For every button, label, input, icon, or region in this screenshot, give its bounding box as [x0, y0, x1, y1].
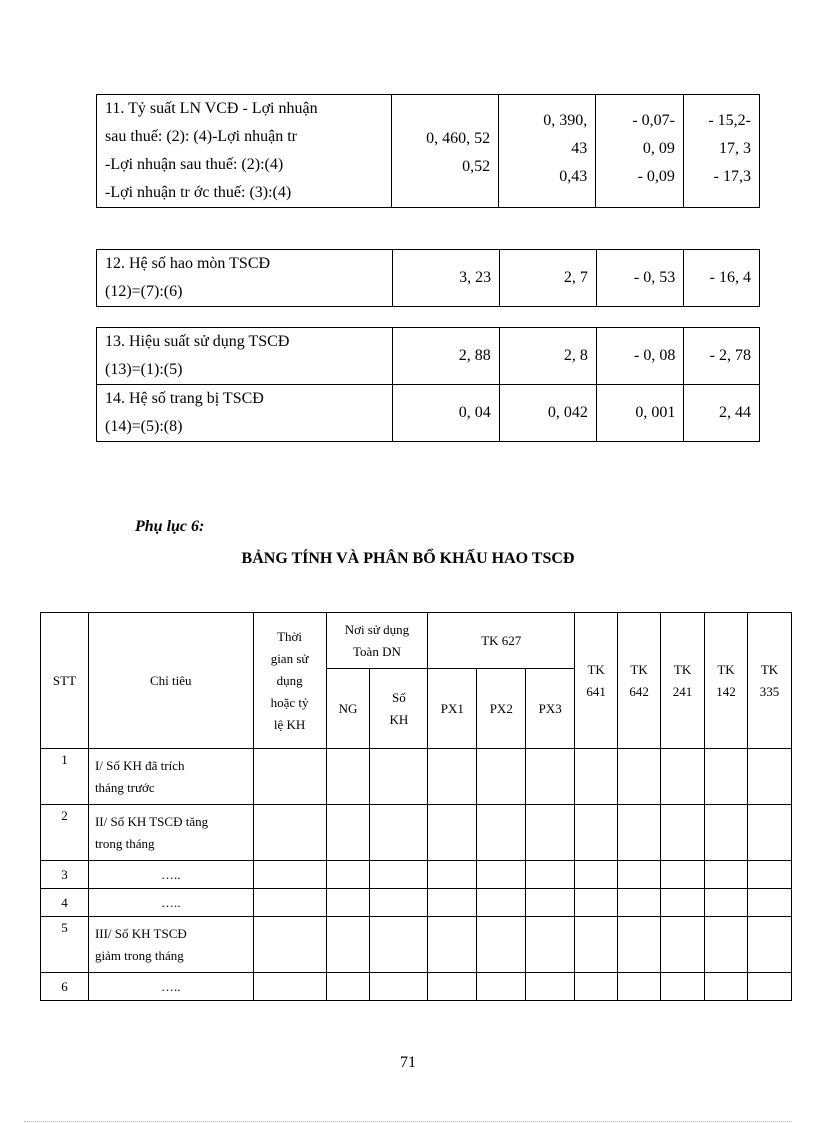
row-label-line: III/ Số KH TSCĐ	[94, 925, 187, 941]
header-line: dụng	[276, 672, 303, 688]
cell	[661, 917, 705, 973]
cell	[526, 917, 575, 973]
cell-line: - 0,09	[637, 168, 675, 185]
cell	[705, 861, 748, 889]
cell	[747, 805, 791, 861]
cell	[705, 889, 748, 917]
table-row	[41, 805, 792, 861]
cell	[618, 973, 661, 1001]
header-stt: STT	[41, 613, 89, 749]
footer-divider	[24, 1121, 792, 1122]
header-line: TK	[630, 661, 648, 677]
cell-line: - 17,3	[713, 168, 751, 185]
header-line: 142	[716, 683, 736, 699]
header-chi-tieu: Chỉ tiêu	[88, 613, 253, 749]
row-label: …..	[88, 889, 253, 917]
header-line: lệ KH	[273, 716, 306, 732]
header-px3: PX3	[526, 669, 575, 749]
ratio-table-rows-13-14	[96, 327, 760, 442]
cell	[326, 861, 370, 889]
header-px2: PX2	[477, 669, 526, 749]
label-line: -Lợi nhuận tr ớc thuế: (3):(4)	[105, 184, 292, 201]
cell-line: 43	[571, 140, 588, 157]
cell	[326, 805, 370, 861]
cell	[428, 861, 477, 889]
row-12-col2: 2, 7	[500, 250, 597, 307]
cell	[253, 861, 326, 889]
cell	[747, 861, 791, 889]
row-label-line: II/ Số KH TSCĐ tăng	[94, 813, 209, 829]
header-tk142	[705, 613, 748, 749]
row-label	[88, 749, 253, 805]
cell	[747, 889, 791, 917]
cell	[661, 861, 705, 889]
header-line: KH	[389, 711, 409, 727]
label-line: (13)=(1):(5)	[105, 361, 183, 378]
cell	[747, 749, 791, 805]
depreciation-table	[40, 612, 792, 1001]
table-row	[41, 917, 792, 973]
row-12-col1: 3, 23	[393, 250, 500, 307]
cell	[575, 749, 618, 805]
row-14-col4: 2, 44	[684, 385, 760, 442]
cell	[253, 917, 326, 973]
table-row	[41, 889, 792, 917]
row-14-label	[97, 385, 393, 442]
row-stt: 2	[41, 805, 89, 861]
header-tk641	[575, 613, 618, 749]
header-line: 335	[759, 683, 780, 699]
row-14-col2: 0, 042	[499, 385, 596, 442]
label-line: (14)=(5):(8)	[105, 418, 183, 435]
cell	[428, 917, 477, 973]
header-tk627: TK 627	[428, 613, 575, 669]
header-line: gian sử	[270, 650, 309, 666]
cell-line: 17, 3	[719, 140, 751, 157]
cell	[477, 973, 526, 1001]
label-line: 13. Hiệu suất sử dụng TSCĐ	[105, 333, 290, 350]
row-12-label	[97, 250, 393, 307]
row-stt: 6	[41, 973, 89, 1001]
appendix-caption: Phụ lục 6:	[135, 518, 205, 535]
cell-line: - 15,2-	[708, 112, 751, 129]
label-line: 12. Hệ số hao mòn TSCĐ	[105, 255, 271, 272]
row-12-col4: - 16, 4	[684, 250, 760, 307]
header-px1: PX1	[428, 669, 477, 749]
table-row	[41, 749, 792, 805]
cell	[370, 889, 428, 917]
cell-line: 0, 460, 52	[426, 130, 491, 147]
table-row	[41, 973, 792, 1001]
header-thoi-gian	[253, 613, 326, 749]
row-11-label	[97, 95, 392, 208]
cell	[253, 973, 326, 1001]
cell	[253, 805, 326, 861]
header-tk642	[618, 613, 661, 749]
header-line: 642	[629, 683, 649, 699]
cell	[477, 861, 526, 889]
cell-line: 0, 09	[642, 140, 675, 157]
cell	[326, 889, 370, 917]
cell	[705, 805, 748, 861]
row-label	[88, 917, 253, 973]
row-label: …..	[88, 973, 253, 1001]
header-line: TK	[760, 661, 779, 677]
cell	[575, 917, 618, 973]
row-stt: 1	[41, 749, 89, 805]
row-label-line: trong tháng	[94, 835, 155, 851]
cell	[661, 805, 705, 861]
cell	[477, 889, 526, 917]
cell	[747, 917, 791, 973]
row-11-col1	[392, 95, 499, 208]
cell	[253, 889, 326, 917]
cell	[428, 973, 477, 1001]
row-label-line: I/ Số KH đã trích	[94, 757, 185, 773]
cell	[526, 889, 575, 917]
cell	[526, 749, 575, 805]
cell	[428, 889, 477, 917]
row-stt: 4	[41, 889, 89, 917]
header-line: TK	[587, 661, 605, 677]
cell-line: 0, 390,	[543, 112, 588, 129]
cell	[661, 889, 705, 917]
cell	[477, 805, 526, 861]
cell	[370, 861, 428, 889]
cell	[661, 749, 705, 805]
cell	[575, 973, 618, 1001]
cell	[370, 805, 428, 861]
row-stt: 5	[41, 917, 89, 973]
row-stt: 3	[41, 861, 89, 889]
cell	[253, 749, 326, 805]
cell	[428, 805, 477, 861]
row-label-line: tháng trước	[94, 779, 155, 795]
cell	[477, 917, 526, 973]
header-line: Số	[392, 689, 406, 705]
header-noi-su-dung	[326, 613, 428, 669]
header-tk335	[747, 613, 791, 749]
cell	[526, 973, 575, 1001]
row-13-col1: 2, 88	[393, 328, 500, 385]
header-so-kh	[370, 669, 428, 749]
label-line: 11. Tỷ suất LN VCĐ - Lợi nhuận	[105, 100, 318, 117]
row-11-col4	[683, 95, 759, 208]
header-line: TK	[717, 661, 735, 677]
cell	[326, 749, 370, 805]
row-14-col1: 0, 04	[393, 385, 500, 442]
row-13-col4: - 2, 78	[684, 328, 760, 385]
cell	[477, 749, 526, 805]
appendix-title: BẢNG TÍNH VÀ PHÂN BỔ KHẤU HAO TSCĐ	[241, 550, 575, 567]
cell	[575, 861, 618, 889]
row-13-col2: 2, 8	[499, 328, 596, 385]
header-line: hoặc tỷ	[270, 694, 309, 710]
page-number: 71	[400, 1054, 416, 1071]
cell	[575, 805, 618, 861]
cell-line: 0,43	[559, 168, 588, 185]
cell-line: - 0,07-	[632, 112, 675, 129]
ratio-table-row-11	[96, 94, 760, 208]
cell	[661, 973, 705, 1001]
row-14-col3: 0, 001	[596, 385, 683, 442]
label-line: -Lợi nhuận sau thuế: (2):(4)	[105, 156, 284, 173]
header-line: Thời	[277, 628, 303, 644]
header-line: TK	[673, 661, 692, 677]
row-label	[88, 805, 253, 861]
cell	[618, 889, 661, 917]
cell	[618, 749, 661, 805]
header-line: 641	[586, 683, 606, 699]
cell	[747, 973, 791, 1001]
row-13-label	[97, 328, 393, 385]
header-ng: NG	[326, 669, 370, 749]
row-13-col3: - 0, 08	[596, 328, 683, 385]
cell	[618, 917, 661, 973]
cell	[370, 749, 428, 805]
header-tk241	[661, 613, 705, 749]
cell	[705, 749, 748, 805]
row-12-col3: - 0, 53	[596, 250, 683, 307]
cell	[526, 805, 575, 861]
cell-line: 0,52	[462, 158, 491, 175]
cell	[705, 917, 748, 973]
header-line: 241	[672, 683, 693, 699]
label-line: (12)=(7):(6)	[105, 283, 183, 300]
cell	[370, 917, 428, 973]
cell	[428, 749, 477, 805]
cell	[370, 973, 428, 1001]
cell	[705, 973, 748, 1001]
header-line: Toàn DN	[353, 643, 401, 659]
label-line: sau thuế: (2): (4)-Lợi nhuận tr	[105, 128, 297, 145]
row-label: …..	[88, 861, 253, 889]
cell	[575, 889, 618, 917]
label-line: 14. Hệ số trang bị TSCĐ	[105, 390, 264, 407]
cell	[526, 861, 575, 889]
row-11-col2	[499, 95, 596, 208]
cell	[326, 917, 370, 973]
cell	[618, 805, 661, 861]
table-row	[41, 861, 792, 889]
row-label-line: giảm trong tháng	[94, 947, 184, 963]
header-line: Nơi sử dụng	[344, 621, 410, 637]
ratio-table-row-12	[96, 249, 760, 307]
cell	[326, 973, 370, 1001]
row-11-col3	[596, 95, 684, 208]
cell	[618, 861, 661, 889]
